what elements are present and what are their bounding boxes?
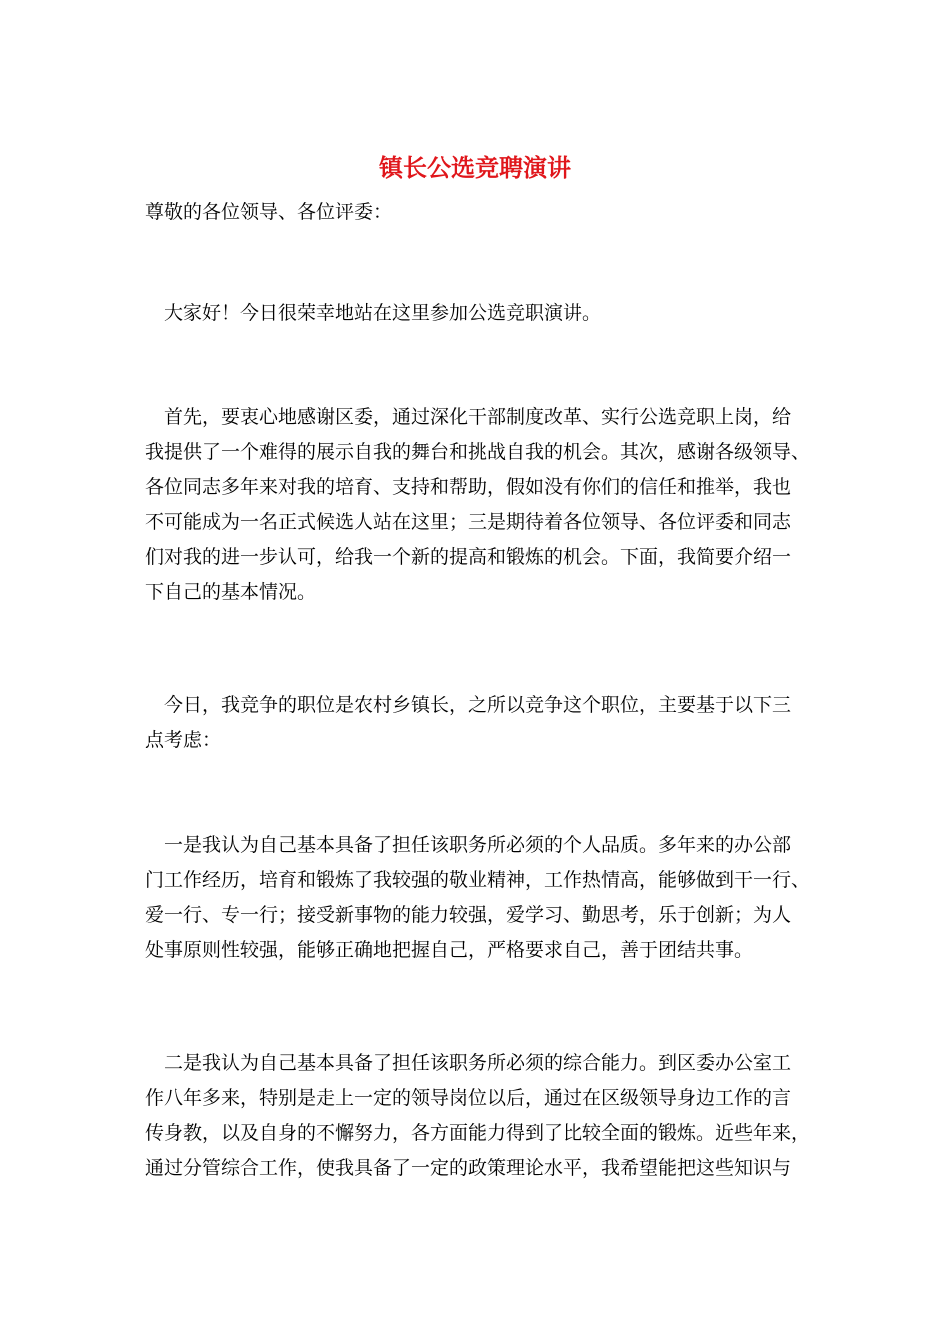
paragraph-line: 下自己的基本情况。 xyxy=(145,581,317,603)
paragraph-line: 传身教，以及自身的不懈努力，各方面能力得到了比较全面的锻炼。近些年来， xyxy=(145,1122,811,1144)
paragraph-line: 门工作经历，培育和锻炼了我较强的敬业精神，工作热情高，能够做到干一行、 xyxy=(145,869,811,891)
paragraph-line: 各位同志多年来对我的培育、支持和帮助，假如没有你们的信任和推举，我也 xyxy=(145,476,792,498)
paragraph-line: 处事原则性较强，能够正确地把握自己，严格要求自己，善于团结共事。 xyxy=(145,939,754,961)
document-title: 镇长公选竞聘演讲 xyxy=(379,153,571,182)
paragraph-line: 们对我的进一步认可，给我一个新的提高和锻炼的机会。下面，我简要介绍一 xyxy=(145,546,792,568)
paragraph-line: 点考虑： xyxy=(145,729,222,751)
paragraph-line: 一是我认为自己基本具备了担任该职务所必须的个人品质。多年来的办公部 xyxy=(145,834,792,856)
paragraph-line: 二是我认为自己基本具备了担任该职务所必须的综合能力。到区委办公室工 xyxy=(145,1052,792,1074)
paragraph-line: 爱一行、专一行；接受新事物的能力较强，爱学习、勤思考，乐于创新；为人 xyxy=(145,904,792,926)
paragraph-line: 作八年多来，特别是走上一定的领导岗位以后，通过在区级领导身边工作的言 xyxy=(145,1087,792,1109)
paragraph-line: 我提供了一个难得的展示自我的舞台和挑战自我的机会。其次，感谢各级领导、 xyxy=(145,441,811,463)
salutation: 尊敬的各位领导、各位评委： xyxy=(145,201,393,223)
paragraph-line: 首先，要衷心地感谢区委，通过深化干部制度改革、实行公选竞职上岗，给 xyxy=(145,406,792,428)
paragraph-line: 不可能成为一名正式候选人站在这里；三是期待着各位领导、各位评委和同志 xyxy=(145,511,792,533)
paragraph-line: 通过分管综合工作，使我具备了一定的政策理论水平，我希望能把这些知识与 xyxy=(145,1157,792,1179)
paragraph-line: 大家好！今日很荣幸地站在这里参加公选竞职演讲。 xyxy=(145,302,602,324)
paragraph-line: 今日，我竞争的职位是农村乡镇长，之所以竞争这个职位，主要基于以下三 xyxy=(145,694,792,716)
